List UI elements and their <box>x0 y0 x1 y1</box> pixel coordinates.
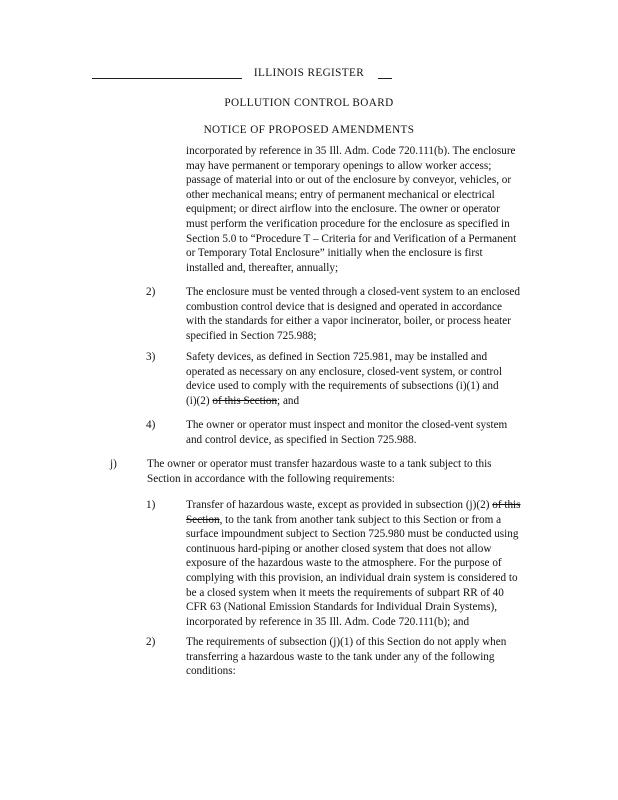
item-i4-number: 4) <box>146 419 156 431</box>
paragraph-line: CFR 63 (National Emission Standards for Individual Drain Systems), <box>186 601 498 614</box>
item-j1-text <box>186 498 521 629</box>
paragraph-line: The enclosure must be vented through a closed-vent system to an enclosed <box>186 286 520 298</box>
line-text: ; and <box>277 394 300 407</box>
paragraph-line: installed and, thereafter, annually; <box>186 261 339 274</box>
paragraph-line: Section 5.0 to “Procedure T – Criteria for and Verification of a Permanent <box>186 232 517 245</box>
paragraph-line: may have permanent or temporary openings to allow worker access; <box>186 159 492 172</box>
line-text: Transfer of hazardous waste, except as provided in subsection (j)(2) <box>186 499 493 511</box>
item-j1-number: 1) <box>146 499 156 511</box>
paragraph-line: complying with this provision, an individual drain system is considered to <box>186 571 518 584</box>
paragraph-line: Section in accordance with the following requirements: <box>147 472 395 485</box>
paragraph-line: surface impoundment subject to Section 725.980 must be conducted using <box>186 528 519 541</box>
paragraph-line <box>186 498 521 513</box>
paragraph-line: be a closed system when it meets the requirements of subpart RR of 40 <box>186 586 504 599</box>
item-j2-number: 2) <box>146 636 156 648</box>
item-i3-number: 3) <box>146 351 156 363</box>
paragraph-line: incorporated by reference in 35 Ill. Adm. Code 720.111(b). The enclosure <box>186 145 516 157</box>
paragraph-line: conditions: <box>186 665 236 678</box>
paragraph-line: The owner or operator must transfer hazardous waste to a tank subject to this <box>147 458 492 470</box>
paragraph-line: transferring a hazardous waste to the tank under any of the following <box>186 650 495 663</box>
register-title: ILLINOIS REGISTER <box>253 67 365 79</box>
paragraph-line: specified in Section 725.988; <box>186 329 317 342</box>
paragraph-line: or Temporary Total Enclosure” initially when the enclosure is first <box>186 247 483 260</box>
paragraph-line: continuous hard-piping or another closed system that does not allow <box>186 542 492 555</box>
paragraph-line: with the standards for either a vapor incinerator, boiler, or process heater <box>186 315 511 328</box>
paragraph-line: must perform the verification procedure for the enclosure as specified in <box>186 217 510 230</box>
paragraph-line <box>186 394 502 409</box>
paragraph-line: and control device, as specified in Section 725.988. <box>186 433 417 446</box>
paragraph-line: passage of material into or out of the enclosure by conveyor, vehicles, or <box>186 174 512 187</box>
notice-title: NOTICE OF PROPOSED AMENDMENTS <box>203 124 415 136</box>
item-j-text <box>147 457 492 486</box>
struck-text: of this <box>492 499 521 511</box>
item-i2-text <box>186 285 520 343</box>
item-j-number: j) <box>110 458 117 470</box>
paragraph-line: equipment; or direct airflow into the enclosure. The owner or operator <box>186 203 500 216</box>
paragraph-line <box>186 513 521 528</box>
continued-paragraph <box>186 144 516 275</box>
item-i4-text <box>186 418 507 447</box>
line-text: , to the tank from another tank subject to this Section or from a <box>219 513 502 526</box>
paragraph-line: Safety devices, as defined in Section 725.981, may be installed and <box>186 351 488 363</box>
struck-text: of this Section <box>212 394 278 407</box>
paragraph-line: operated as necessary on any enclosure, closed-vent system, or control <box>186 365 502 378</box>
item-i2-number: 2) <box>146 286 156 298</box>
paragraph-line: combustion control device that is designed and operated in accordance <box>186 300 502 313</box>
board-title: POLLUTION CONTROL BOARD <box>224 97 394 109</box>
item-i3-text <box>186 350 502 408</box>
line-text: (i)(2) <box>186 394 213 407</box>
paragraph-line: The requirements of subsection (j)(1) of this Section do not apply when <box>186 636 507 648</box>
struck-text: Section <box>186 513 220 526</box>
paragraph-line: The owner or operator must inspect and monitor the closed-vent system <box>186 419 508 431</box>
paragraph-line: other mechanical means; entry of permanent mechanical or electrical <box>186 188 495 201</box>
paragraph-line: exposure of the hazardous waste to the atmosphere. For the purpose of <box>186 557 502 570</box>
paragraph-line: device used to comply with the requirements of subsections (i)(1) and <box>186 380 499 393</box>
item-j2-text <box>186 635 506 679</box>
paragraph-line: incorporated by reference in 35 Ill. Adm. Code 720.111(b); and <box>186 615 470 628</box>
